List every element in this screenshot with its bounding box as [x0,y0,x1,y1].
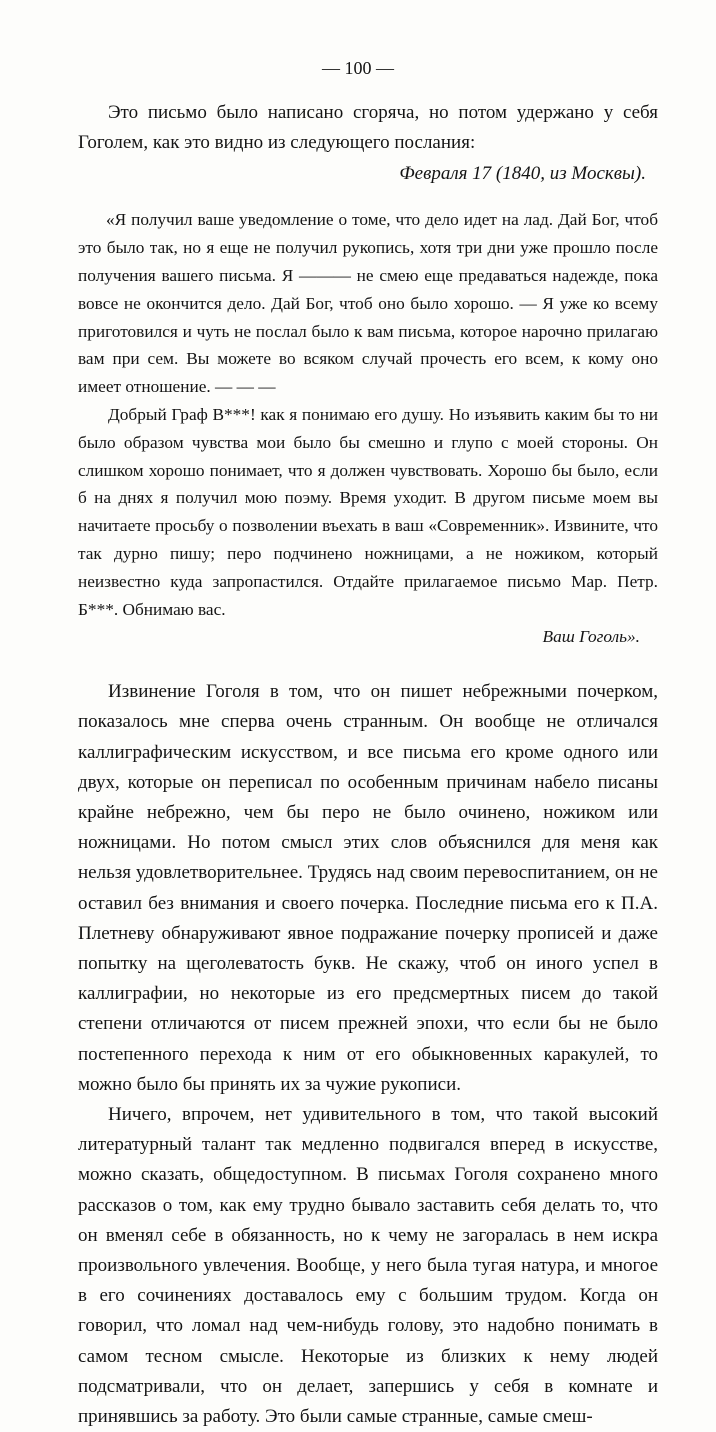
letter-quote [78,206,658,651]
commentary [78,677,658,1432]
page-number: — 100 — [322,58,394,78]
intro-paragraph: Это письмо было написано сгоряча, но потом удержано у себя Гоголем, как это видно из следующего послания: [78,102,658,154]
body-paragraph-1: Извинение Гоголя в том, что он пишет небрежными почерком, показалось мне сперва очень странным. Он вообще не отличался каллиграфическим искусством, и все письма его кроме одного или двух, которые он переписал по особенным причинам набело писаны крайне небрежно, чем бы перо не было очинено, ножиком или ножницами. Но потом смысл этих слов объяснился для меня как нельзя удовлетворительнее. Трудясь над своим перевоспитанием, он не оставил без внимания и своего почерка. Последние письма его к П.А. Плетневу обнаруживают явное подражание почерку прописей и даже попытку на щеголеватость букв. Не скажу, чтоб он иного успел в каллиграфии, но некоторые из его предсмертных писем до такой степени отличаются от писем прежней эпохи, что если бы не было постепенного перехода к ним от его обыкновенных каракулей, то можно было бы принять их за чужие рукописи. [78,681,658,1095]
letter-date: Февраля 17 (1840, из Москвы). [399,163,646,185]
letter-paragraph-2: Добрый Граф В***! как я понимаю его душу. Но изъявить каким бы то ни было образом чувства мои было бы смешно и глупо с моей стороны. Он слишком хорошо понимает, что я должен чувствовать. Хорошо бы было, если б на днях я получил мою поэму. Время уходит. В другом письме моем вы начитаете просьбу о позволении въехать в ваш «Современник». Извините, что так дурно пишу; перо подчинено ножницами, а не ножиком, который неизвестно куда запропастился. Отдайте прилагаемое письмо Мар. Петр. Б***. Обнимаю вас. [78,404,658,619]
letter-signature: Ваш Гоголь». [542,627,640,647]
page-content [78,98,658,1432]
letter-paragraph-1: «Я получил ваше уведомление о томе, что дело идет на лад. Дай Бог, чтоб это было так, но я еще не получил рукопись, хотя три дни уже прошло после получения вашего письма. Я ——— не смею еще предаваться надежде, пока вовсе не окончится дело. Дай Бог, чтоб оно было хорошо. — Я уже ко всему приготовился и чуть не послал было к вам письма, которое нарочно прилагаю вам при сем. Вы можете во всяком случай прочесть его всем, к кому оно имеет отношение. — — — [78,210,658,397]
body-paragraph-2: Ничего, впрочем, нет удивительного в том, что такой высокий литературный талант так медленно подвигался вперед в искусстве, можно сказать, общедоступном. В письмах Гоголя сохранено много рассказов о том, как ему трудно бывало заставить себя делать то, что он вменял себе в обязанность, но к чему не загоралась в нем искра произвольного увлечения. Вообще, у него была тугая натура, и многое в его сочинениях доставалось ему с большим трудом. Когда он говорил, что ломал над чем-нибудь голову, это надобно понимать в самом тесном смысле. Некоторые из близких к нему людей подсматривали, что он делает, запершись у себя в комнате и принявшись за работу. Это были самые странные, самые смеш- [78,1104,658,1428]
